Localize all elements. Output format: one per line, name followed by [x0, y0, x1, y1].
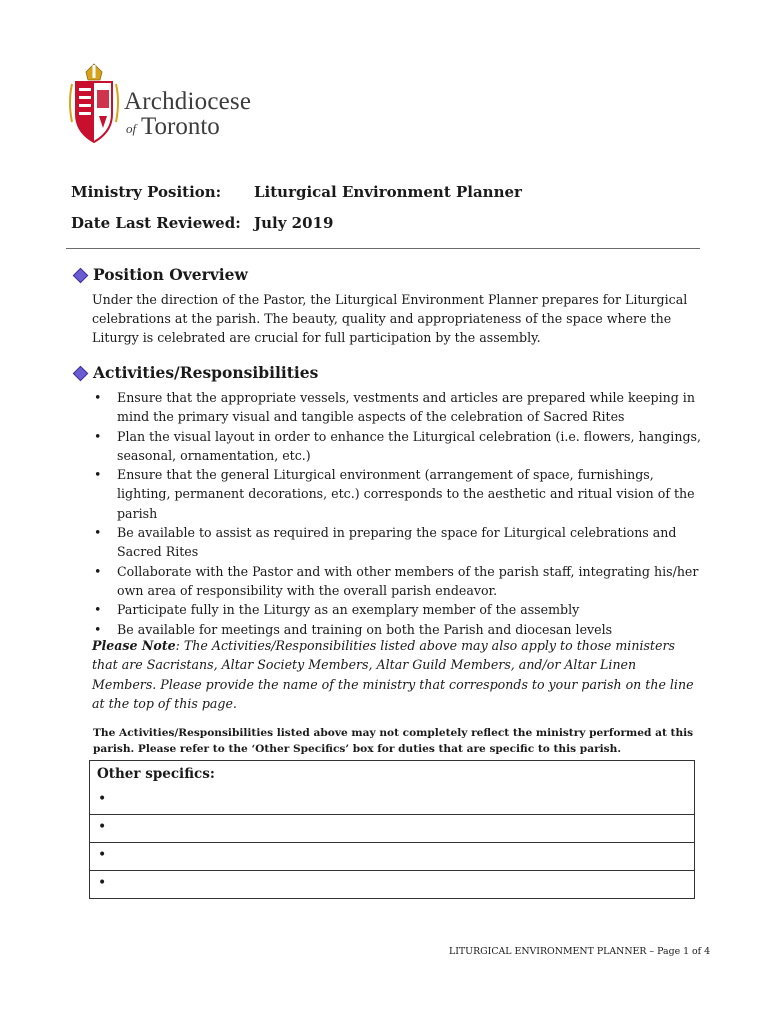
list-item: • Ensure that the appropriate vessels, vestments and articles are prepared while keeping in mind the primary visual and tangible aspects of the celebration of Sacred Rites	[92, 388, 702, 427]
other-specifics-heading: Other specifics:	[97, 766, 215, 782]
please-note	[92, 636, 697, 713]
list-item: • Participate fully in the Liturgy as an exemplary member of the assembly	[92, 600, 702, 619]
list-item: • Be available to assist as required in preparing the space for Liturgical celebrations and Sacred Rites	[92, 523, 702, 562]
specifics-line[interactable]	[90, 787, 694, 814]
disclaimer-text: The Activities/Responsibilities listed above may not completely reflect the ministry performed at this parish. Please refer to the ‘Other Specifics’ box for duties that are specific to this parish.	[93, 727, 694, 755]
activities-title: Activities/Responsibilities	[93, 363, 319, 382]
other-specifics-box	[89, 760, 695, 899]
archdiocese-logo	[66, 62, 266, 146]
bullet: •	[98, 847, 107, 863]
position-overview-heading	[73, 265, 248, 284]
ministry-position-value: Liturgical Environment Planner	[254, 183, 522, 201]
date-reviewed-label: Date Last Reviewed:	[71, 214, 241, 232]
bullet: •	[98, 791, 107, 807]
specifics-line[interactable]	[90, 842, 694, 870]
position-overview-text: Under the direction of the Pastor, the Liturgical Environment Planner prepares for Liturgical celebrations at the parish. The beauty, quality and appropriateness of the space where the Liturgy is celebrated are crucial for full participation by the assembly.	[92, 292, 688, 345]
list-item: • Ensure that the general Liturgical environment (arrangement of space, furnishings, lighting, permanent decorations, etc.) corresponds to the aesthetic and ritual vision of the parish	[92, 465, 702, 523]
header-divider	[66, 248, 700, 249]
ministry-position-label: Ministry Position:	[71, 183, 222, 201]
please-note-text: : The Activities/Responsibilities listed above may also apply to those ministers that are Sacristans, Altar Society Members, Altar Guild Members, and/or Altar Linen Members. Please provide the name of the ministry that corresponds to your parish on the line at the top of this page.	[92, 638, 694, 711]
bullet: •	[98, 875, 107, 891]
activities-list	[92, 388, 702, 639]
specifics-line[interactable]	[90, 814, 694, 842]
diamond-bullet-icon	[73, 365, 89, 381]
list-item: • Plan the visual layout in order to enhance the Liturgical celebration (i.e. flowers, hangings, seasonal, ornamentation, etc.)	[92, 427, 702, 466]
date-reviewed-value: July 2019	[254, 214, 334, 232]
logo-text-toronto: Toronto	[141, 113, 220, 140]
coat-of-arms-icon	[66, 62, 122, 146]
please-note-label: Please Note	[92, 638, 176, 653]
logo-text-of: of	[126, 121, 137, 136]
specifics-line[interactable]	[90, 870, 694, 898]
activities-heading	[73, 363, 318, 382]
page-footer: LITURGICAL ENVIRONMENT PLANNER – Page 1 of 4	[449, 946, 711, 957]
list-item: • Be available for meetings and training on both the Parish and diocesan levels	[92, 620, 702, 639]
bullet: •	[98, 819, 107, 835]
logo-text-archdiocese: Archdiocese	[124, 88, 252, 115]
diamond-bullet-icon	[73, 267, 89, 283]
position-overview-title: Position Overview	[93, 265, 248, 284]
list-item: • Collaborate with the Pastor and with other members of the parish staff, integrating his/her own area of responsibility with the overall parish endeavor.	[92, 562, 702, 601]
